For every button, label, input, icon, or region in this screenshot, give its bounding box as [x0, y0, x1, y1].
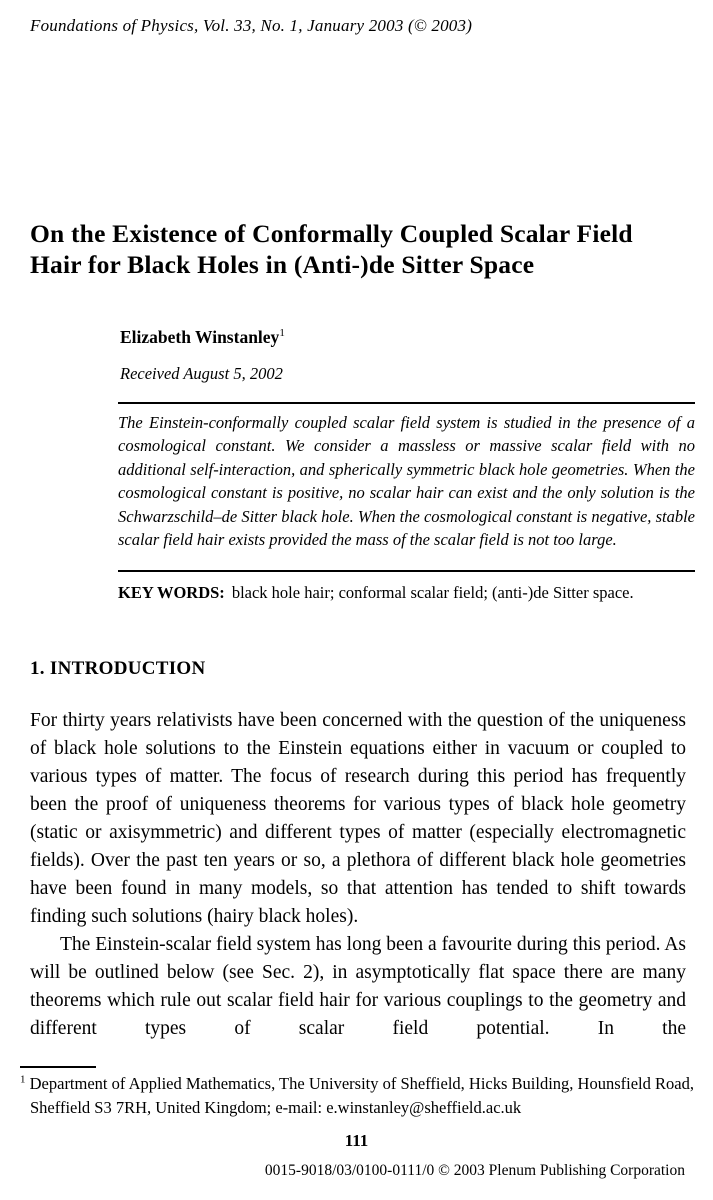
paper-title-line-1: On the Existence of Conformally Coupled Scalar Field — [30, 219, 633, 248]
keywords-label: KEY WORDS: — [118, 583, 225, 602]
footnote-rule — [20, 1066, 96, 1068]
footnote — [20, 1072, 698, 1119]
received-date: Received August 5, 2002 — [120, 364, 283, 383]
paper-title-line-2: Hair for Black Holes in (Anti-)de Sitter Space — [30, 250, 535, 279]
body-paragraph-2: The Einstein-scalar field system has long been a favourite during this period. As will be outlined below (see Sec. 2), in asymptotically flat space there are many theorems which rule out scalar field hair for various couplings to the geometry and different types of scalar field potential. In the — [30, 934, 686, 1039]
abstract-top-rule — [118, 402, 695, 404]
body-text — [30, 707, 686, 1043]
author-name-text: Elizabeth Winstanley — [120, 327, 280, 347]
abstract-text: The Einstein-conformally coupled scalar field system is studied in the presence of a cosmological constant. We consider a massless or massive scalar field with no additional self-interaction, and spherically symmetric black hole geometries. When the cosmological constant is positive, no scalar hair can exist and the only solution is the Schwarzschild–de Sitter black hole. When the cosmological constant is negative, stable scalar field hair exists provided the mass of the scalar field is not too large. — [118, 413, 695, 550]
paper-title — [30, 218, 695, 280]
keywords-text: black hole hair; conformal scalar field; (anti-)de Sitter space. — [231, 583, 634, 602]
copyright-footer: 0015-9018/03/0100-0111/0 © 2003 Plenum Publishing Corporation — [264, 1162, 685, 1179]
footnote-text: Department of Applied Mathematics, The University of Sheffield, Hicks Building, Hounsfield Road, Sheffield S3 7RH, United Kingdom; e-mail: e.winstanley@sheffield.ac.uk — [29, 1074, 694, 1117]
page-number: 111 — [344, 1131, 369, 1150]
abstract-bottom-rule — [118, 570, 695, 572]
journal-header: Foundations of Physics, Vol. 33, No. 1, January 2003 (© 2003) — [30, 16, 473, 35]
author-name — [120, 327, 285, 348]
footnote-marker: 1 — [20, 1073, 26, 1086]
body-paragraph-1: For thirty years relativists have been concerned with the question of the uniqueness of black hole solutions to the Einstein equations either in vacuum or coupled to various types of matter. The focus of research during this period has frequently been the proof of uniqueness theorems for various types of black hole geometry (static or axisymmetric) and different types of matter (especially electromagnetic fields). Over the past ten years or so, a plethora of different black hole geometries have been found in many models, so that attention has tended to shift towards finding such solutions (hairy black holes). — [30, 710, 686, 927]
keywords-line — [118, 583, 695, 603]
author-footnote-marker: 1 — [279, 327, 285, 340]
section-heading-introduction: 1. INTRODUCTION — [30, 658, 206, 679]
